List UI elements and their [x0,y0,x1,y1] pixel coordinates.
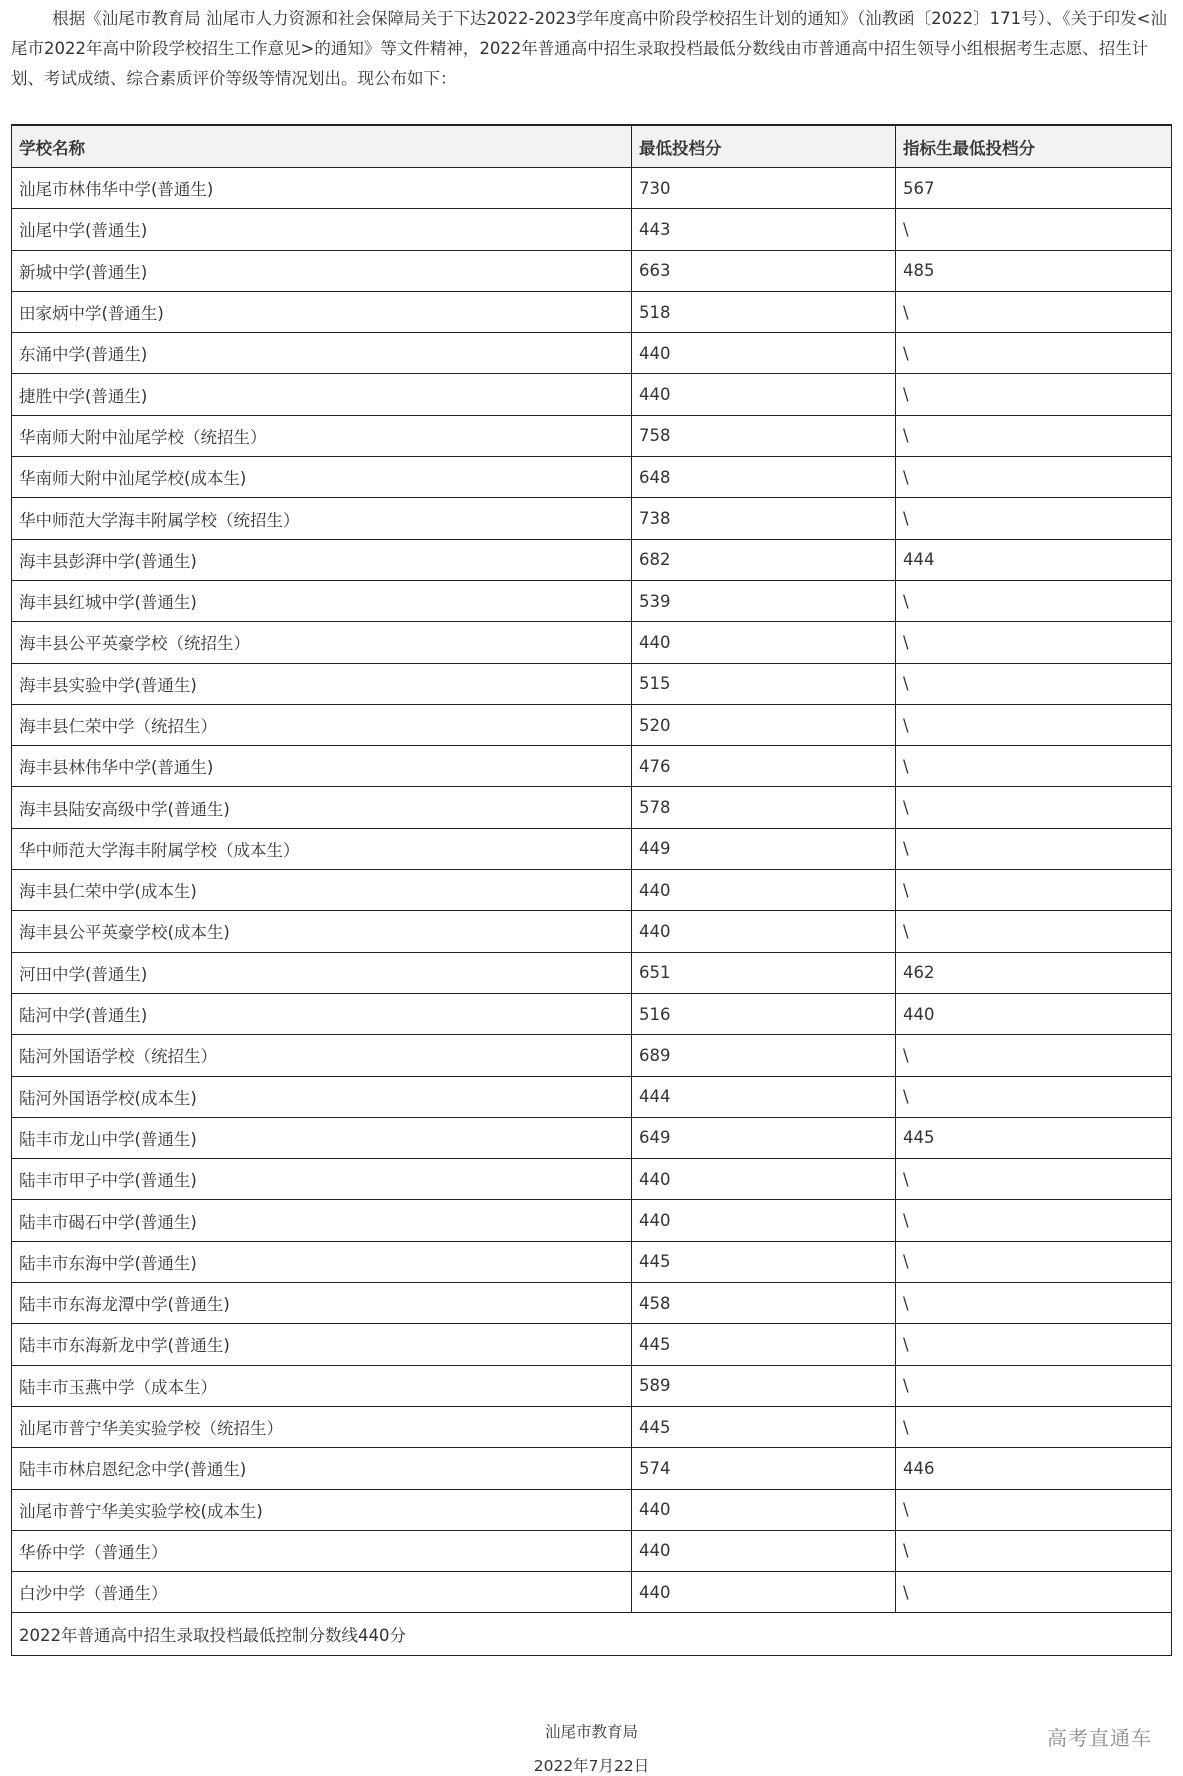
min-score-cell: 440 [632,374,896,415]
school-name-cell: 陆丰市碣石中学(普通生) [12,1200,632,1241]
table-row [12,1035,1172,1076]
table-footer-row [12,1613,1172,1656]
min-score-cell: 651 [632,952,896,993]
table-row [12,209,1172,250]
school-name-cell: 陆河外国语学校(成本生) [12,1076,632,1117]
school-name-cell: 汕尾市林伟华中学(普通生) [12,168,632,209]
min-score-cell: 440 [632,1200,896,1241]
min-score-cell: 515 [632,663,896,704]
table-row [12,1489,1172,1530]
quota-min-score-cell: \ [896,746,1172,787]
school-name-cell: 田家炳中学(普通生) [12,291,632,332]
table-row [12,374,1172,415]
table-row [12,457,1172,498]
quota-min-score-cell: 462 [896,952,1172,993]
min-score-cell: 440 [632,333,896,374]
min-score-cell: 520 [632,704,896,745]
table-row [12,704,1172,745]
quota-min-score-cell: \ [896,1365,1172,1406]
table-row [12,993,1172,1034]
table-row [12,787,1172,828]
table-row [12,870,1172,911]
min-score-cell: 663 [632,250,896,291]
table-row [12,828,1172,869]
table-row [12,622,1172,663]
quota-min-score-cell: \ [896,1406,1172,1447]
min-score-cell: 458 [632,1283,896,1324]
min-score-cell: 648 [632,457,896,498]
quota-min-score-cell: \ [896,1572,1172,1613]
quota-min-score-cell: \ [896,622,1172,663]
intro-paragraph: 根据《汕尾市教育局 汕尾市人力资源和社会保障局关于下达2022-2023学年度高中阶段学校招生计划的通知》（汕教函〔2022〕171号）、《关于印发<汕尾市2022年高中阶段学校招生工作意见>的通知》等文件精神，2022年普通高中招生录取投档最低分数线由市普通高中招生领导小组根据考生志愿、招生计划、考试成绩、综合素质评价等级等情况划出。现公布如下： [11,9,1167,88]
min-score-cell: 440 [632,622,896,663]
min-score-cell: 449 [632,828,896,869]
school-name-cell: 华中师范大学海丰附属学校（统招生） [12,498,632,539]
table-row [12,580,1172,621]
school-name-cell: 陆丰市东海中学(普通生) [12,1241,632,1282]
min-score-cell: 738 [632,498,896,539]
school-name-cell: 汕尾市普宁华美实验学校（统招生） [12,1406,632,1447]
school-name-cell: 海丰县仁荣中学(成本生) [12,870,632,911]
table-row [12,291,1172,332]
table-row [12,333,1172,374]
school-name-cell: 陆丰市甲子中学(普通生) [12,1159,632,1200]
school-name-cell: 海丰县公平英豪学校(成本生) [12,911,632,952]
min-score-cell: 649 [632,1117,896,1158]
table-row [12,1572,1172,1613]
quota-min-score-cell: \ [896,663,1172,704]
table-row [12,663,1172,704]
min-score-cell: 682 [632,539,896,580]
min-score-cell: 730 [632,168,896,209]
signature-date: 2022年7月22日 [533,1757,650,1775]
school-name-cell: 汕尾中学(普通生) [12,209,632,250]
quota-min-score-cell: 485 [896,250,1172,291]
min-score-cell: 445 [632,1406,896,1447]
school-name-cell: 海丰县林伟华中学(普通生) [12,746,632,787]
quota-min-score-cell: 446 [896,1448,1172,1489]
school-name-cell: 陆丰市玉燕中学（成本生） [12,1365,632,1406]
quota-min-score-cell: \ [896,415,1172,456]
min-score-cell: 518 [632,291,896,332]
min-score-cell: 440 [632,1530,896,1571]
min-score-cell: 440 [632,1489,896,1530]
table-row [12,1530,1172,1571]
quota-min-score-cell: \ [896,911,1172,952]
quota-min-score-cell: \ [896,1159,1172,1200]
min-score-cell: 516 [632,993,896,1034]
min-score-cell: 574 [632,1448,896,1489]
school-name-cell: 河田中学(普通生) [12,952,632,993]
watermark-text: 高考直通车 [1047,1726,1152,1750]
table-row [12,1117,1172,1158]
signature-org: 汕尾市教育局 [544,1723,638,1741]
school-name-cell: 华南师大附中汕尾学校(成本生) [12,457,632,498]
quota-min-score-cell: \ [896,498,1172,539]
control-line-note: 2022年普通高中招生录取投档最低控制分数线440分 [12,1613,1172,1656]
school-name-cell: 陆丰市东海龙潭中学(普通生) [12,1283,632,1324]
school-name-cell: 陆河中学(普通生) [12,993,632,1034]
quota-min-score-cell: \ [896,704,1172,745]
min-score-cell: 689 [632,1035,896,1076]
quota-min-score-cell: \ [896,870,1172,911]
quota-min-score-cell: \ [896,291,1172,332]
table-row [12,415,1172,456]
quota-min-score-cell: 444 [896,539,1172,580]
min-score-cell: 443 [632,209,896,250]
quota-min-score-cell: 567 [896,168,1172,209]
min-score-cell: 445 [632,1241,896,1282]
school-name-cell: 汕尾市普宁华美实验学校(成本生) [12,1489,632,1530]
min-score-cell: 444 [632,1076,896,1117]
min-score-cell: 440 [632,870,896,911]
school-name-cell: 华中师范大学海丰附属学校（成本生） [12,828,632,869]
table-row [12,1076,1172,1117]
table-row [12,1448,1172,1489]
table-row [12,911,1172,952]
school-name-cell: 海丰县实验中学(普通生) [12,663,632,704]
school-name-cell: 陆丰市龙山中学(普通生) [12,1117,632,1158]
school-name-cell: 捷胜中学(普通生) [12,374,632,415]
table-body [12,168,1172,1613]
quota-min-score-cell: \ [896,1076,1172,1117]
quota-min-score-cell: \ [896,1324,1172,1365]
min-score-cell: 758 [632,415,896,456]
quota-min-score-cell: \ [896,457,1172,498]
table-row [12,1283,1172,1324]
table-row [12,1159,1172,1200]
quota-min-score-cell: \ [896,787,1172,828]
quota-min-score-cell: \ [896,1530,1172,1571]
quota-min-score-cell: \ [896,828,1172,869]
min-score-cell: 578 [632,787,896,828]
table-row [12,1365,1172,1406]
school-name-cell: 海丰县仁荣中学（统招生） [12,704,632,745]
quota-min-score-cell: \ [896,333,1172,374]
header-quota-min-score: 指标生最低投档分 [896,125,1172,168]
table-row [12,1200,1172,1241]
min-score-cell: 440 [632,1572,896,1613]
table-row [12,498,1172,539]
min-score-cell: 445 [632,1324,896,1365]
header-min-score: 最低投档分 [632,125,896,168]
table-row [12,1241,1172,1282]
table-row [12,168,1172,209]
quota-min-score-cell: \ [896,1283,1172,1324]
quota-min-score-cell: 440 [896,993,1172,1034]
school-name-cell: 海丰县陆安高级中学(普通生) [12,787,632,828]
quota-min-score-cell: \ [896,1241,1172,1282]
quota-min-score-cell: \ [896,580,1172,621]
min-score-cell: 589 [632,1365,896,1406]
quota-min-score-cell: \ [896,1200,1172,1241]
quota-min-score-cell: 445 [896,1117,1172,1158]
school-name-cell: 海丰县彭湃中学(普通生) [12,539,632,580]
school-name-cell: 海丰县公平英豪学校（统招生） [12,622,632,663]
admission-score-table [11,124,1172,1656]
table-row [12,1406,1172,1447]
school-name-cell: 陆丰市东海新龙中学(普通生) [12,1324,632,1365]
header-school-name: 学校名称 [12,125,632,168]
school-name-cell: 华侨中学（普通生） [12,1530,632,1571]
min-score-cell: 539 [632,580,896,621]
min-score-cell: 440 [632,911,896,952]
quota-min-score-cell: \ [896,1489,1172,1530]
school-name-cell: 陆丰市林启恩纪念中学(普通生) [12,1448,632,1489]
min-score-cell: 476 [632,746,896,787]
table-row [12,539,1172,580]
table-row [12,746,1172,787]
min-score-cell: 440 [632,1159,896,1200]
quota-min-score-cell: \ [896,374,1172,415]
table-row [12,952,1172,993]
table-header-row [12,125,1172,168]
school-name-cell: 白沙中学（普通生） [12,1572,632,1613]
school-name-cell: 华南师大附中汕尾学校（统招生） [12,415,632,456]
school-name-cell: 新城中学(普通生) [12,250,632,291]
table-row [12,1324,1172,1365]
school-name-cell: 东涌中学(普通生) [12,333,632,374]
school-name-cell: 陆河外国语学校（统招生） [12,1035,632,1076]
quota-min-score-cell: \ [896,209,1172,250]
quota-min-score-cell: \ [896,1035,1172,1076]
table-row [12,250,1172,291]
school-name-cell: 海丰县红城中学(普通生) [12,580,632,621]
